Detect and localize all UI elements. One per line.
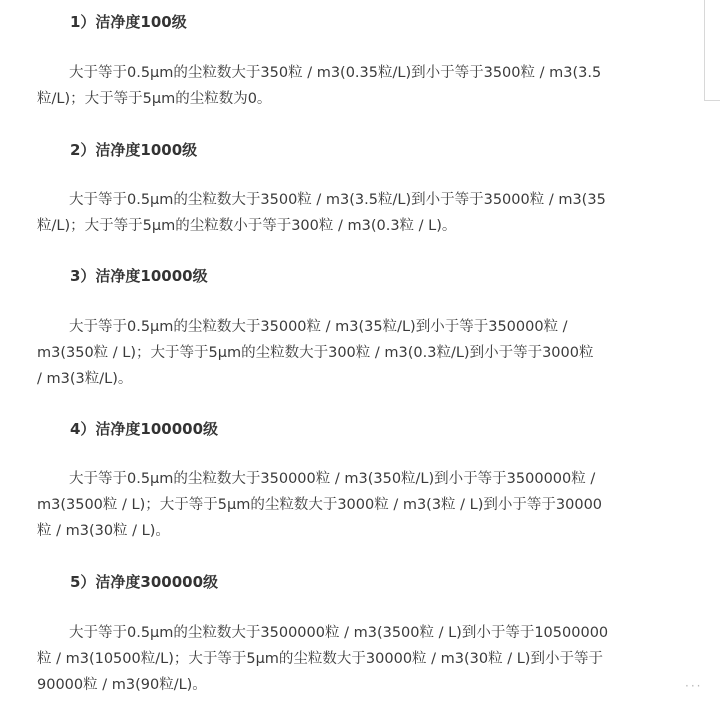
paragraph-line: 粒/L)；大于等于5μm的尘粒数小于等于300粒 / m3(0.3粒 / L)。 — [37, 218, 457, 234]
section-heading-1: 1）洁净度100级 — [70, 13, 187, 31]
section-paragraph-3 — [37, 314, 677, 392]
paragraph-line: 粒/L)；大于等于5μm的尘粒数为0。 — [37, 91, 272, 107]
paragraph-line: 大于等于0.5μm的尘粒数大于35000粒 / m3(35粒/L)到小于等于350000粒 / — [69, 319, 568, 335]
section-heading-2: 2）洁净度1000级 — [70, 141, 198, 159]
paragraph-line: m3(3500粒 / L)；大于等于5μm的尘粒数大于3000粒 / m3(3粒 / L)到小于等于30000 — [37, 497, 603, 513]
scrollbar-edge-tick — [704, 100, 720, 101]
paragraph-line: 大于等于0.5μm的尘粒数大于350000粒 / m3(350粒/L)到小于等于3500000粒 / — [69, 471, 596, 487]
section-heading-5: 5）洁净度300000级 — [70, 573, 219, 591]
more-dots-icon: ··· — [685, 679, 703, 693]
section-paragraph-5 — [37, 620, 677, 698]
paragraph-line: 90000粒 / m3(90粒/L)。 — [37, 677, 207, 693]
paragraph-line: / m3(3粒/L)。 — [37, 371, 133, 387]
scrollbar-edge — [704, 0, 705, 101]
section-paragraph-2 — [37, 187, 677, 239]
section-heading-4: 4）洁净度100000级 — [70, 420, 219, 438]
paragraph-line: 粒 / m3(30粒 / L)。 — [37, 523, 170, 539]
section-heading-3: 3）洁净度10000级 — [70, 267, 208, 285]
section-paragraph-1 — [37, 60, 677, 112]
paragraph-line: 大于等于0.5μm的尘粒数大于3500粒 / m3(3.5粒/L)到小于等于35000粒 / m3(35 — [69, 192, 606, 208]
paragraph-line: 大于等于0.5μm的尘粒数大于350粒 / m3(0.35粒/L)到小于等于3500粒 / m3(3.5 — [69, 65, 602, 81]
paragraph-line: 大于等于0.5μm的尘粒数大于3500000粒 / m3(3500粒 / L)到小于等于10500000 — [69, 625, 609, 641]
paragraph-line: m3(350粒 / L)；大于等于5μm的尘粒数大于300粒 / m3(0.3粒/L)到小于等于3000粒 — [37, 345, 594, 361]
section-paragraph-4 — [37, 466, 677, 544]
paragraph-line: 粒 / m3(10500粒/L)；大于等于5μm的尘粒数大于30000粒 / m3(30粒 / L)到小于等于 — [37, 651, 603, 667]
